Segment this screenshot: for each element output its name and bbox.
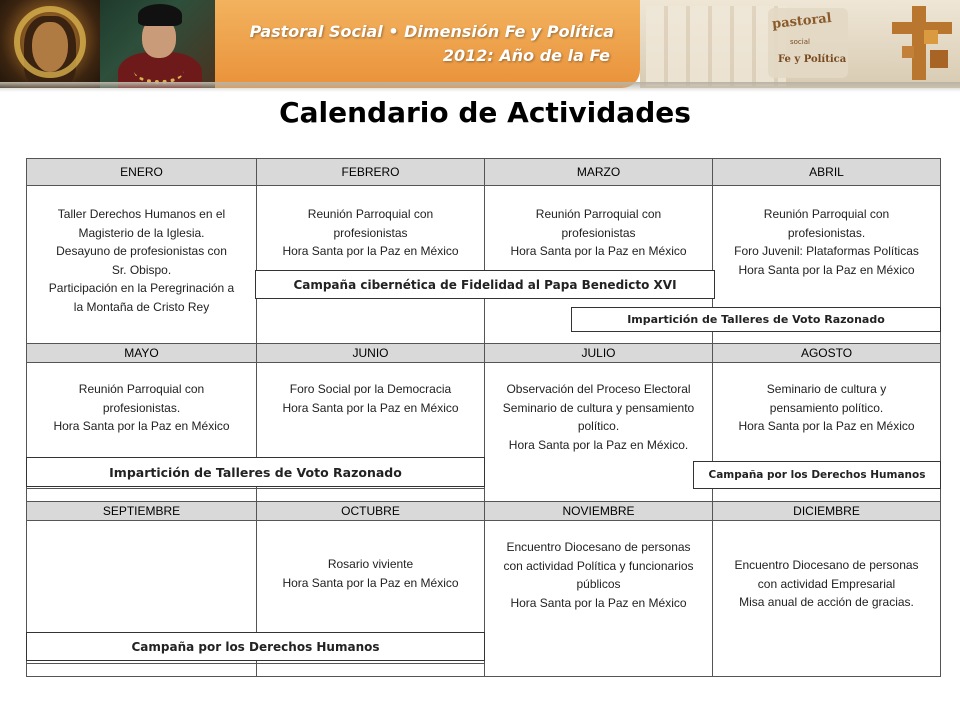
month-cell-diciembre: Encuentro Diocesano de personas con actividad Empresarial Misa anual de acción de gracias. [734, 558, 919, 609]
month-header-febrero: FEBRERO [256, 158, 485, 186]
month-header-junio: JUNIO [256, 343, 485, 363]
campaign-voto-razonado-bar: Impartición de Talleres de Voto Razonado [26, 457, 485, 487]
month-cell-octubre: Rosario viviente Hora Santa por la Paz en México [282, 557, 459, 590]
month-header-agosto: AGOSTO [712, 343, 941, 363]
month-cell-febrero: Reunión Parroquial con profesionistas Hora Santa por la Paz en México [282, 207, 459, 258]
month-cell-noviembre: Encuentro Diocesano de personas con actividad Política y funcionarios públicos Hora Santa por la Paz en México [503, 540, 694, 610]
month-cell-enero: Taller Derechos Humanos en el Magisterio de la Iglesia. Desayuno de profesionistas con Sr. Obispo. Participación en la Peregrinación a la Montaña de Cristo Rey [48, 207, 235, 314]
campaign-fidelidad-bar: Campaña cibernética de Fidelidad al Papa Benedicto XVI [255, 270, 715, 299]
month-header-julio: JULIO [484, 343, 713, 363]
month-cell-abril: Reunión Parroquial con profesionistas. Foro Juvenil: Plataformas Políticas Hora Santa por la Paz en México [734, 207, 919, 277]
month-header-enero: ENERO [26, 158, 257, 186]
logo-text-pastoral: pastoral [771, 10, 833, 33]
campaign-derechos-humanos-bar: Campaña por los Derechos Humanos [693, 461, 941, 489]
logo-area [640, 0, 960, 88]
page-title: Calendario de Actividades [279, 96, 691, 129]
month-cell-agosto: Seminario de cultura y pensamiento político. Hora Santa por la Paz en México [738, 382, 915, 433]
month-cell-marzo: Reunión Parroquial con profesionistas Hora Santa por la Paz en México [510, 207, 687, 258]
month-header-marzo: MARZO [484, 158, 713, 186]
month-header-octubre: OCTUBRE [256, 501, 485, 521]
banner-title-box [215, 0, 640, 88]
banner-shadow [0, 82, 960, 92]
cross-square [924, 30, 938, 44]
month-cell-julio: Observación del Proceso Electoral Seminario de cultura y pensamiento político. Hora Santa por la Paz en México. [502, 382, 695, 452]
saint-portrait-image [100, 0, 215, 88]
month-header-mayo: MAYO [26, 343, 257, 363]
logo-text-social: social [790, 38, 810, 46]
cross-square [930, 50, 948, 68]
month-cell-mayo: Reunión Parroquial con profesionistas. Hora Santa por la Paz en México [53, 382, 230, 433]
month-header-septiembre: SEPTIEMBRE [26, 501, 257, 521]
month-cell-junio: Foro Social por la Democracia Hora Santa por la Paz en México [282, 382, 459, 415]
banner-subtitle: 2012: Año de la Fe [442, 46, 610, 65]
month-header-diciembre: DICIEMBRE [712, 501, 941, 521]
logo-text-fe: Fe y Política [778, 54, 847, 65]
campaign-voto-razonado-bar: Impartición de Talleres de Voto Razonado [571, 307, 941, 332]
cross-square [902, 46, 914, 58]
month-header-abril: ABRIL [712, 158, 941, 186]
month-header-noviembre: NOVIEMBRE [484, 501, 713, 521]
christ-icon-image [0, 0, 100, 88]
banner-title: Pastoral Social • Dimensión Fe y Política [249, 22, 614, 41]
header-banner [0, 0, 960, 88]
campaign-derechos-humanos-bar: Campaña por los Derechos Humanos [26, 632, 485, 661]
building-image [646, 6, 786, 86]
